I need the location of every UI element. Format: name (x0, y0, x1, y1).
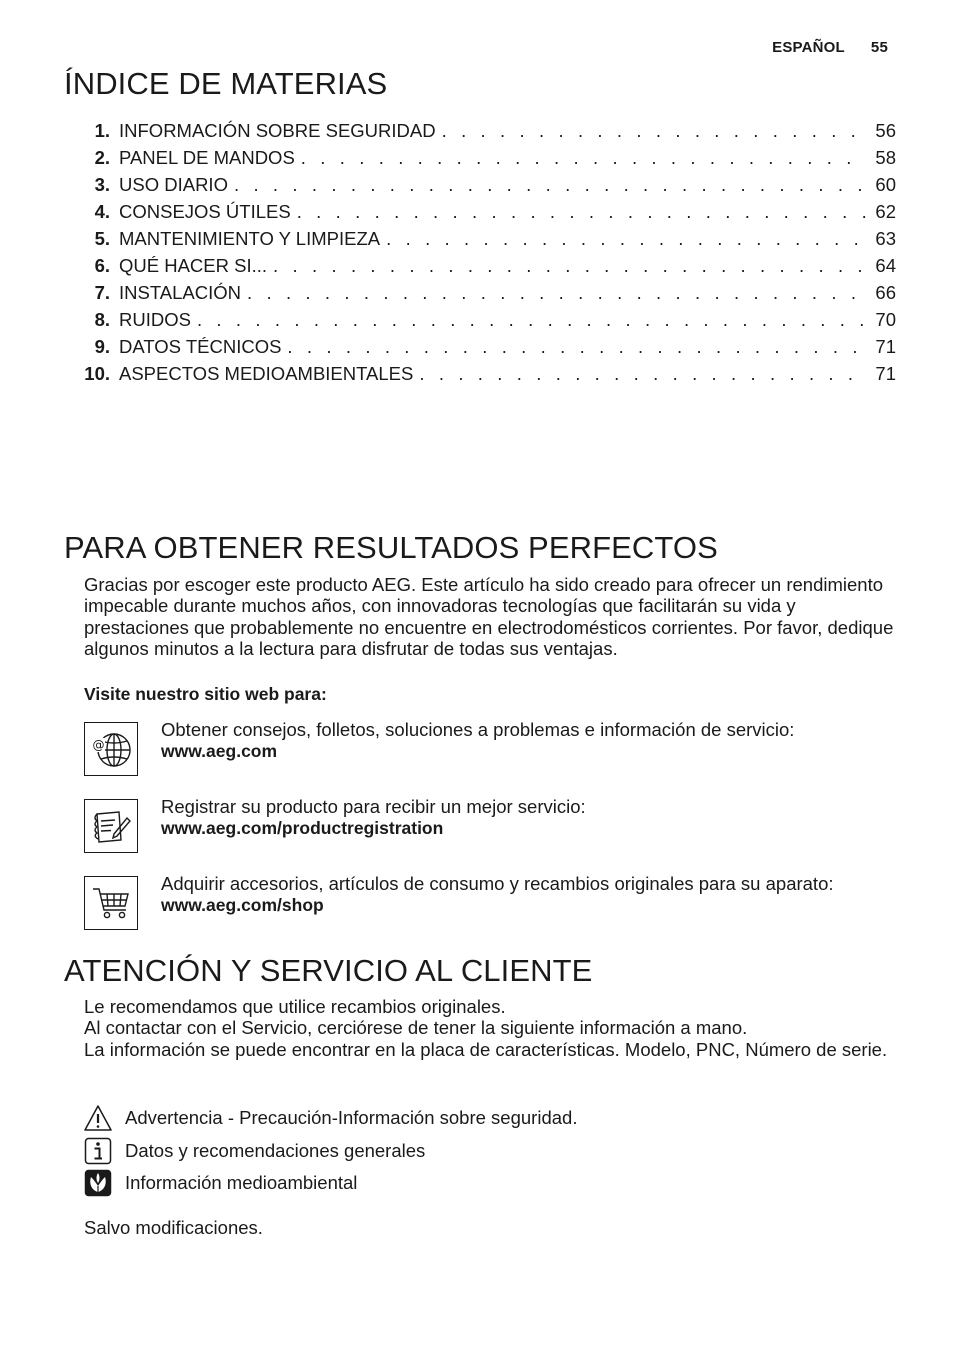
toc-leader-dots (273, 255, 867, 277)
toc-item-page: 70 (875, 309, 896, 330)
registration-link-description: Registrar su producto para recibir un mejor servicio: (161, 796, 586, 817)
toc-item[interactable] (72, 147, 896, 174)
toc-item[interactable] (72, 363, 896, 390)
legend-info-text: Datos y recomendaciones generales (125, 1140, 426, 1161)
toc-leader-dots (386, 228, 867, 250)
service-section-title: ATENCIÓN Y SERVICIO AL CLIENTE (64, 953, 593, 988)
toc-item-label: DATOS TÉCNICOS (119, 336, 282, 357)
toc-item-number: 2. (94, 147, 110, 168)
toc-item-page: 56 (875, 120, 896, 141)
toc-item-page: 62 (875, 201, 896, 222)
header-language: ESPAÑOL (772, 39, 845, 56)
legend-warning (84, 1104, 577, 1132)
toc-leader-dots (287, 336, 867, 358)
toc-item-label: USO DIARIO (119, 174, 228, 195)
toc-item-label: PANEL DE MANDOS (119, 147, 295, 168)
toc-leader-dots (301, 147, 868, 169)
toc-item[interactable] (72, 309, 896, 336)
website-link-description: Obtener consejos, folletos, soluciones a problemas e información de servicio: (161, 719, 795, 740)
legend-environment-text: Información medioambiental (125, 1172, 358, 1193)
toc-item-number: 5. (94, 228, 110, 249)
toc-item-label: ASPECTOS MEDIOAMBIENTALES (119, 363, 414, 384)
toc-leader-dots (247, 282, 867, 304)
toc-item-page: 71 (875, 363, 896, 384)
legend-warning-text: Advertencia - Precaución-Información sobre seguridad. (125, 1107, 578, 1128)
svg-text:@: @ (92, 738, 105, 752)
toc-item-number: 9. (94, 336, 110, 357)
toc-leader-dots (197, 309, 867, 331)
toc-item-label: CONSEJOS ÚTILES (119, 201, 291, 222)
shop-link-description: Adquirir accesorios, artículos de consumo y recambios originales para su aparato: (161, 873, 834, 894)
toc-item-label: INSTALACIÓN (119, 282, 241, 303)
toc-item-number: 1. (94, 120, 110, 141)
web-globe-icon (84, 722, 138, 776)
toc-item-label: MANTENIMIENTO Y LIMPIEZA (119, 228, 381, 249)
toc-leader-dots (442, 120, 868, 142)
toc-leader-dots (419, 363, 867, 385)
service-text-block (84, 996, 894, 1060)
toc-title: ÍNDICE DE MATERIAS (64, 66, 388, 101)
info-icon (84, 1137, 112, 1165)
toc-item-page: 71 (875, 336, 896, 357)
table-of-contents (72, 120, 896, 390)
environment-leaf-icon (84, 1169, 112, 1197)
toc-item-label: INFORMACIÓN SOBRE SEGURIDAD (119, 120, 436, 141)
service-text-line: Al contactar con el Servicio, cerciórese de tener la siguiente información a mano. (84, 1017, 748, 1039)
toc-item-number: 10. (84, 363, 110, 384)
toc-item-page: 63 (875, 228, 896, 249)
toc-item[interactable] (72, 336, 896, 363)
results-intro-text: Gracias por escoger este producto AEG. Este artículo ha sido creado para ofrecer un rendimiento impecable durante muchos años, con innovadoras tecnologías que facilitarán su vida y prestaciones que probablemente no encuentre en electrodomésticos corrientes. Por favor, dedique algunos minutos a la lectura para disfrutar de todas sus ventajas. (84, 574, 894, 659)
toc-item-page: 58 (875, 147, 896, 168)
toc-item[interactable] (72, 201, 896, 228)
visit-website-label: Visite nuestro sitio web para: (84, 684, 327, 704)
website-link-url[interactable]: www.aeg.com (161, 740, 278, 761)
toc-item-number: 8. (94, 309, 110, 330)
shopping-cart-icon (84, 876, 138, 930)
toc-item[interactable] (72, 228, 896, 255)
toc-item[interactable] (72, 255, 896, 282)
toc-item-number: 7. (94, 282, 110, 303)
header-page-number: 55 (870, 39, 888, 56)
toc-item-number: 3. (94, 174, 110, 195)
service-text-line: La información se puede encontrar en la placa de características. Modelo, PNC, Número de serie. (84, 1038, 888, 1060)
service-text-line: Le recomendamos que utilice recambios originales. (84, 996, 506, 1017)
toc-item-page: 66 (875, 282, 896, 303)
shop-link-url[interactable]: www.aeg.com/shop (161, 894, 324, 915)
results-section-title: PARA OBTENER RESULTADOS PERFECTOS (64, 530, 718, 565)
footer-note: Salvo modificaciones. (84, 1217, 263, 1238)
toc-item-label: QUÉ HACER SI... (119, 255, 268, 276)
legend-info (84, 1137, 425, 1165)
toc-leader-dots (297, 201, 868, 223)
toc-item[interactable] (72, 282, 896, 309)
page-header (772, 39, 888, 56)
toc-item-number: 6. (94, 255, 110, 276)
toc-item-page: 60 (875, 174, 896, 195)
toc-item-number: 4. (94, 201, 110, 222)
registration-notepad-icon (84, 799, 138, 853)
toc-item-label: RUIDOS (119, 309, 191, 330)
toc-leader-dots (234, 174, 867, 196)
legend-environment (84, 1169, 357, 1197)
registration-link-url[interactable]: www.aeg.com/productregistration (161, 817, 444, 838)
toc-item[interactable] (72, 174, 896, 201)
warning-triangle-icon (84, 1104, 112, 1132)
toc-item-page: 64 (875, 255, 896, 276)
toc-item[interactable] (72, 120, 896, 147)
